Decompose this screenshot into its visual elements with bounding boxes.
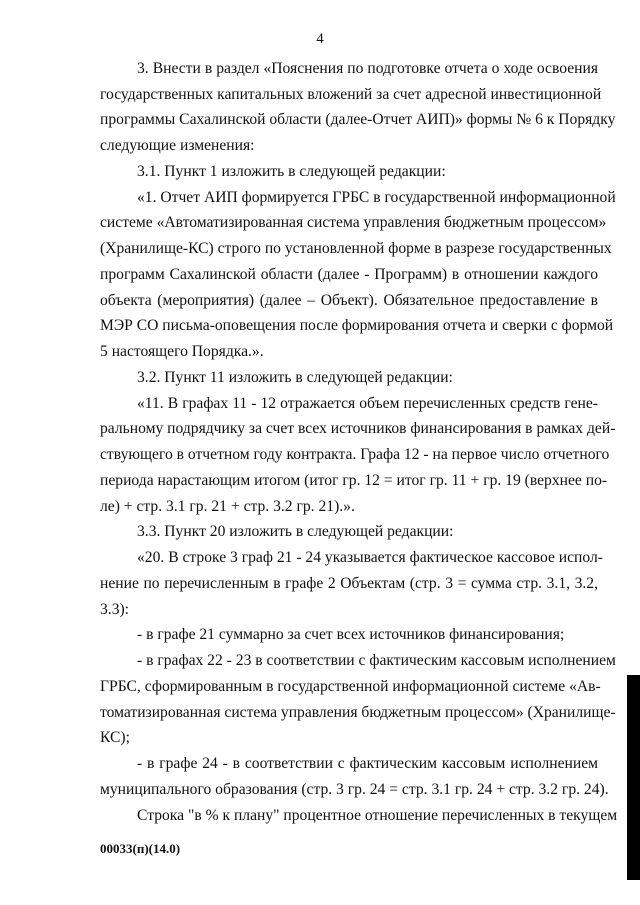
text-line: ствующего в отчетном году контракта. Графа 12 - на первое число отчетного — [100, 446, 610, 463]
text-line: государственных капитальных вложений за счет адресной инвестиционной — [100, 86, 602, 103]
text-line: Строка "в % к плану" процентное отношение перечисленных в текущем — [137, 807, 618, 824]
text-line: ральному подрядчику за счет всех источников финансирования в рамках дей- — [100, 420, 616, 437]
text-line: программ Сахалинской области (далее - Программ) в отношении каждого — [100, 266, 598, 283]
text-line: 3.3): — [100, 601, 130, 618]
text-line: 3.2. Пункт 11 изложить в следующей редакции: — [137, 369, 453, 386]
text-line: 5 настоящего Порядка.». — [100, 343, 264, 360]
page-number: 4 — [316, 31, 324, 47]
text-line: - в графе 21 суммарно за счет всех источников финансирования; — [137, 626, 565, 643]
text-line: МЭР СО письма-оповещения после формирования отчета и сверки с формой — [100, 317, 614, 334]
text-line: нение по перечисленным в графе 2 Объектам (стр. 3 = сумма стр. 3.1, 3.2, — [100, 575, 598, 592]
text-line: - в графе 24 - в соответствии с фактическим кассовым исполнением — [137, 755, 598, 772]
text-line: 3.3. Пункт 20 изложить в следующей редакции: — [137, 523, 454, 540]
text-line: программы Сахалинской области (далее-Отчет АИП)» формы № 6 к Порядку — [100, 111, 616, 128]
scan-edge-mark — [627, 675, 640, 880]
text-line: томатизированная система управления бюджетным процессом» (Хранилище- — [100, 704, 616, 721]
text-line: системе «Автоматизированная система управления бюджетным процессом» — [100, 214, 607, 231]
text-line: «11. В графах 11 - 12 отражается объем перечисленных средств гене- — [137, 395, 598, 412]
text-line: ле) + стр. 3.1 гр. 21 + стр. 3.2 гр. 21).». — [100, 498, 355, 515]
text-line: следующие изменения: — [100, 137, 255, 154]
text-line: (Хранилище-КС) строго по установленной форме в разрезе государственных — [100, 240, 612, 257]
text-line: объекта (мероприятия) (далее – Объект). Обязательное предоставление в — [100, 292, 598, 309]
text-line: 3. Внести в раздел «Пояснения по подготовке отчета о ходе освоения — [137, 60, 598, 77]
text-line: КС); — [100, 729, 130, 746]
text-line: муниципального образования (стр. 3 гр. 24 = стр. 3.1 гр. 24 + стр. 3.2 гр. 24). — [100, 781, 609, 798]
text-line: «1. Отчет АИП формируется ГРБС в государственной информационной — [137, 189, 616, 206]
text-line: 3.1. Пункт 1 изложить в следующей редакции: — [137, 163, 446, 180]
document-code: 00033(п)(14.0) — [100, 841, 181, 856]
text-line: периода нарастающим итогом (итог гр. 12 = итог гр. 11 + гр. 19 (верхнее по- — [100, 472, 608, 489]
text-line: ГРБС, сформированным в государственной информационной системе «Ав- — [100, 678, 601, 695]
text-line: - в графах 22 - 23 в соответствии с фактическим кассовым исполнением — [137, 652, 616, 669]
text-line: «20. В строке 3 граф 21 - 24 указывается фактическое кассовое испол- — [137, 549, 603, 566]
